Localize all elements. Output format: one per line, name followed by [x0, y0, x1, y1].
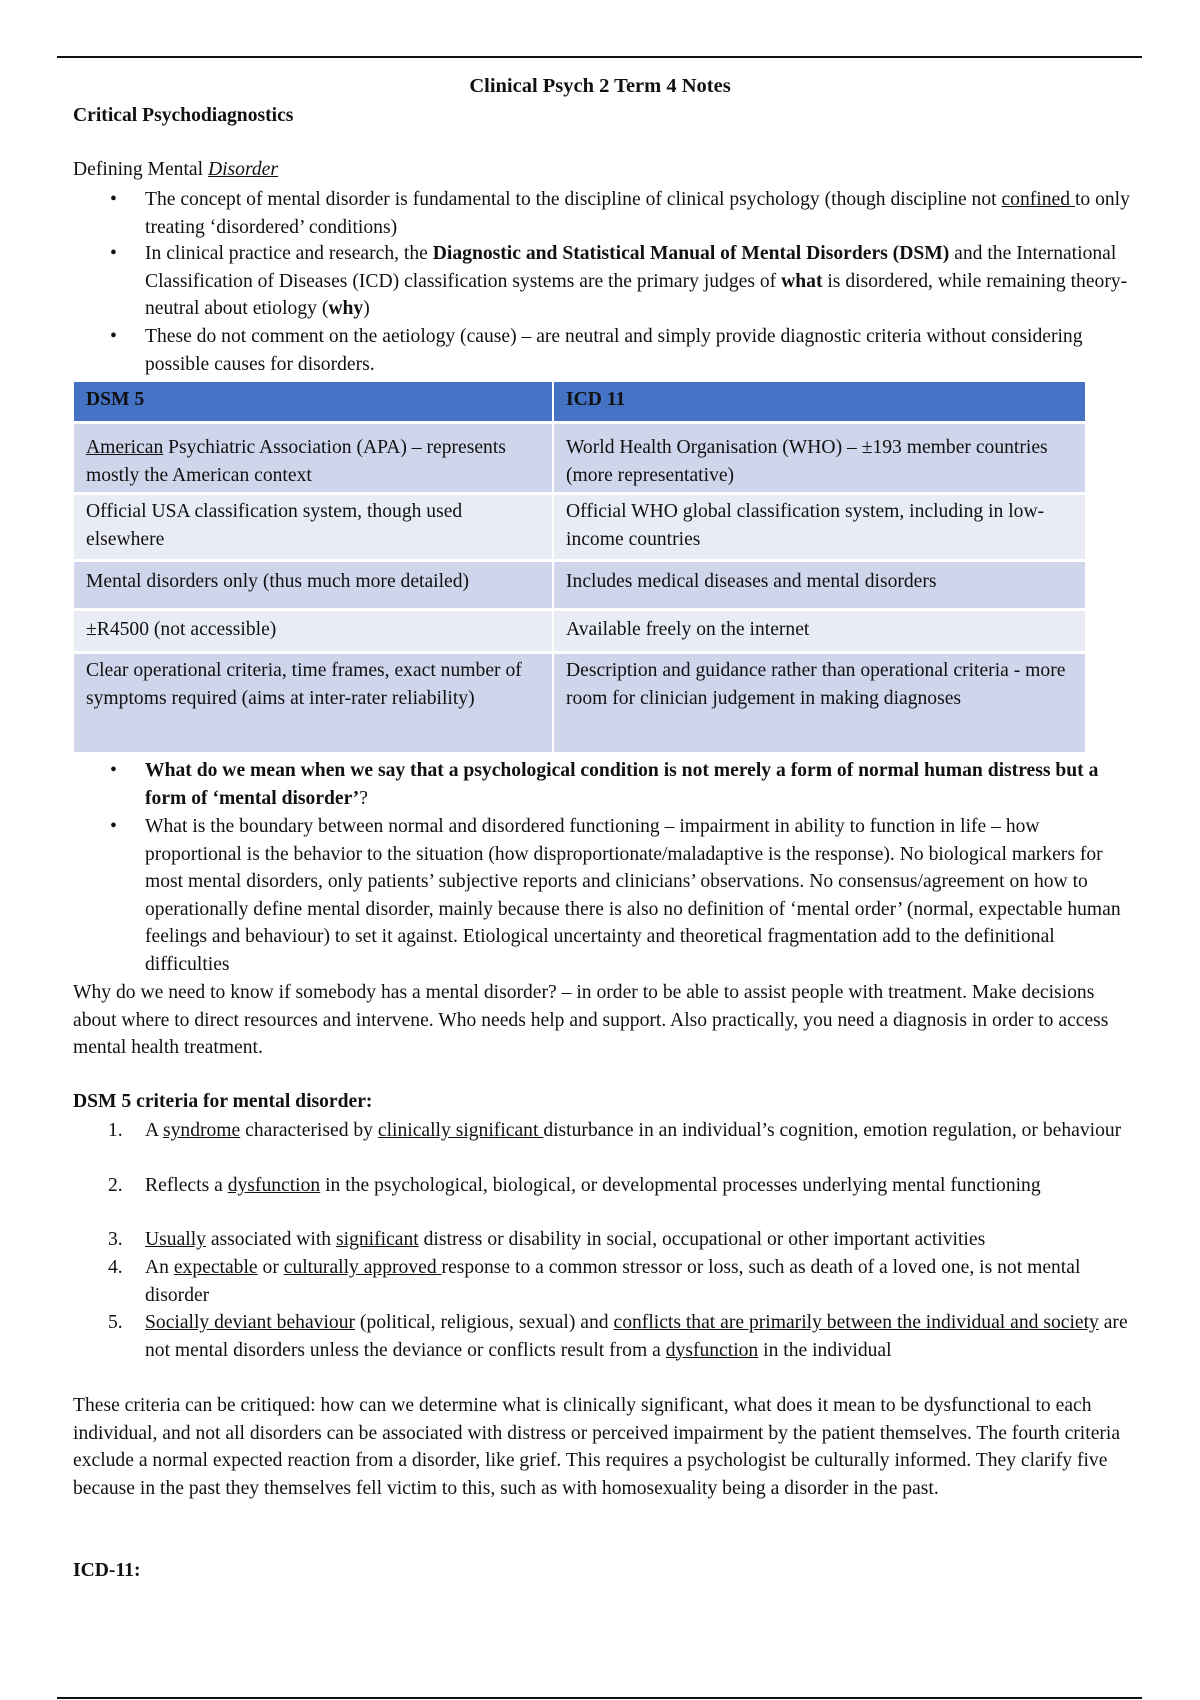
table-header-dsm: DSM 5 [74, 382, 554, 424]
list-item [145, 813, 1135, 979]
text-run: expectable [173, 1257, 258, 1278]
list-item [145, 240, 1135, 323]
text-run: Psychiatric Association (APA) – represents mostly the American context [86, 437, 506, 486]
table-cell [74, 562, 554, 611]
table-row [74, 424, 1087, 495]
text-run: Official WHO global classification system, including in low-income countries [566, 501, 1045, 550]
bullet-icon: • [110, 243, 117, 264]
text-run: Usually [145, 1229, 206, 1250]
list-item [145, 757, 1135, 812]
bullet-icon: • [110, 326, 117, 347]
text-run: Defining Mental [73, 159, 208, 180]
text-run: in the psychological, biological, or developmental processes underlying mental functioning [320, 1175, 1041, 1196]
text-run: Description and guidance rather than operational criteria - more room for clinician judgement in making diagnoses [566, 660, 1066, 709]
text-run: in the individual [758, 1339, 892, 1361]
text-run: syndrome [162, 1120, 241, 1141]
comparison-table [74, 382, 1087, 755]
text-run: characterised by [240, 1120, 378, 1141]
text-run: Includes medical diseases and mental disorders [566, 571, 937, 593]
table-cell [554, 495, 1087, 562]
top-rule [57, 56, 1142, 58]
bullet-icon: • [110, 760, 117, 781]
critique-paragraph [73, 1392, 1135, 1502]
text-run: disturbance in an individual’s cognition, emotion regulation, or behaviour [543, 1120, 1122, 1141]
text-run: American [86, 437, 164, 458]
text-run: and the [949, 243, 1017, 264]
text-run: What do we mean when we say that a psychological condition is not merely a form of normal human distress but a form of ‘mental disorder’ [145, 760, 1099, 809]
text-run: The concept of mental disorder is fundamental to the discipline of clinical psychology (though discipline not [145, 189, 1002, 210]
text-run: ±R4500 (not accessible) [86, 619, 277, 641]
list-item [145, 1254, 1135, 1309]
table-cell [554, 424, 1087, 495]
list-item [145, 323, 1135, 378]
text-run: or [257, 1257, 284, 1278]
table-row [74, 495, 1087, 562]
text-run: is disordered, while remaining theory-neutral about etiology ( [145, 270, 1128, 320]
text-run: are not mental disorders unless the deviance or conflicts result from a [145, 1312, 1128, 1361]
list-item [145, 1309, 1135, 1364]
text-run: dysfunction [227, 1175, 321, 1196]
text-run: conflicts that are primarily between the individual and society [613, 1312, 1099, 1333]
table-cell [554, 562, 1087, 611]
icd-heading: ICD-11: [73, 1560, 141, 1581]
text-run: to only treating ‘disordered’ conditions) [145, 189, 1130, 238]
list-number: 2. [108, 1175, 123, 1196]
table-header-row [74, 382, 1087, 424]
list-number: 1. [108, 1120, 123, 1141]
text-run: A [145, 1120, 163, 1141]
list-number: 4. [108, 1257, 123, 1278]
table-cell [74, 495, 554, 562]
text-run: Why do we need to know if somebody has a mental disorder? – in order to be able to assist people with treatment. Make decisions about where to direct resources and intervene. Who needs help and support. Also practically, you need a diagnosis in order to access mental health treatment. [73, 982, 1109, 1059]
list-number: 3. [108, 1229, 123, 1250]
text-run: (political, religious, sexual) and [355, 1312, 614, 1333]
text-run: World Health Organisation (WHO) – ±193 member countries (more representative) [566, 437, 1048, 486]
page-title: Clinical Psych 2 Term 4 Notes [469, 75, 731, 97]
text-run: International Classification of Diseases (ICD [145, 243, 1117, 292]
text-run: What is the boundary between normal and disordered functioning – impairment in ability to function in life – how proportional is the behavior to the situation (how disproportionate/maladaptive is the response). No biological markers for most mental disorders, only patients’ subjective reports and clinicians’ observations. No consensus/agreement on how to operationally define mental disorder, mainly because there is also no definition of ‘mental order’ (normal, expectable human feelings and behaviour) to set it against. Etiological uncertainty and theoretical fragmentation add to the definitional difficulties [145, 816, 1121, 975]
text-run: why [328, 298, 364, 320]
text-run: confined [1001, 189, 1075, 210]
why-paragraph [73, 979, 1135, 1062]
text-run: Available freely on the internet [566, 619, 810, 641]
section-heading: Critical Psychodiagnostics [73, 105, 294, 126]
table-row [74, 654, 1087, 755]
table-row [74, 562, 1087, 611]
bottom-rule [57, 1697, 1142, 1699]
text-run: culturally approved [283, 1257, 442, 1278]
text-run: These do not comment on the aetiology (cause) – are neutral and simply provide diagnostic criteria without considering possible causes for disorders. [145, 326, 1083, 375]
text-run: ) classification systems are the primary judges of [392, 270, 782, 292]
table-cell [74, 654, 554, 755]
list-item [145, 186, 1135, 241]
text-run: response to a common stressor or loss, such as death of a loved one, is not mental disorder [145, 1257, 1081, 1306]
text-run: Disorder [207, 159, 278, 180]
list-number: 5. [108, 1312, 123, 1333]
table-row [74, 611, 1087, 654]
dsm-criteria-heading: DSM 5 criteria for mental disorder: [73, 1091, 373, 1112]
list-item [145, 1226, 1135, 1254]
table-cell [554, 611, 1087, 654]
text-run: ) [363, 298, 370, 320]
text-run: ? [359, 787, 368, 809]
text-run: An [145, 1257, 174, 1278]
text-run: associated with [205, 1229, 337, 1250]
text-run: Mental disorders only (thus much more detailed) [86, 571, 470, 593]
text-run: clinically significant [377, 1120, 544, 1141]
table-cell [74, 424, 554, 495]
table-header-icd: ICD 11 [554, 382, 1087, 424]
text-run: Clear operational criteria, time frames, exact number of symptoms required (aims at inter-rater reliability) [86, 660, 522, 709]
bullet-icon: • [110, 816, 117, 837]
list-item [145, 1172, 1135, 1200]
subheading [73, 156, 278, 184]
text-run: Socially deviant behaviour [145, 1312, 356, 1333]
text-run: distress or disability in social, occupational or other important activities [418, 1229, 986, 1250]
text-run: In clinical practice and research, the [145, 243, 433, 264]
text-run: These criteria can be critiqued: how can we determine what is clinically significant, what does it mean to be dysfunctional to each individual, and not all disorders can be associated with distress or perceived impairment by the patient themselves. The fourth criteria exclude a normal expected reaction from a disorder, like grief. This requires a psychologist be culturally informed. They clarify five because in the past they themselves fell victim to this, such as with homosexuality being a disorder in the past. [73, 1395, 1121, 1499]
bullet-icon: • [110, 189, 117, 210]
table-cell [74, 611, 554, 654]
text-run: Official USA classification system, though used elsewhere [86, 501, 463, 550]
text-run: dysfunction [665, 1339, 759, 1361]
text-run: what [781, 270, 823, 292]
text-run: Reflects a [145, 1175, 228, 1196]
text-run: Diagnostic and Statistical Manual of Mental Disorders (DSM) [432, 243, 950, 264]
text-run: significant [336, 1229, 419, 1250]
list-item [145, 1117, 1135, 1145]
table-cell [554, 654, 1087, 755]
